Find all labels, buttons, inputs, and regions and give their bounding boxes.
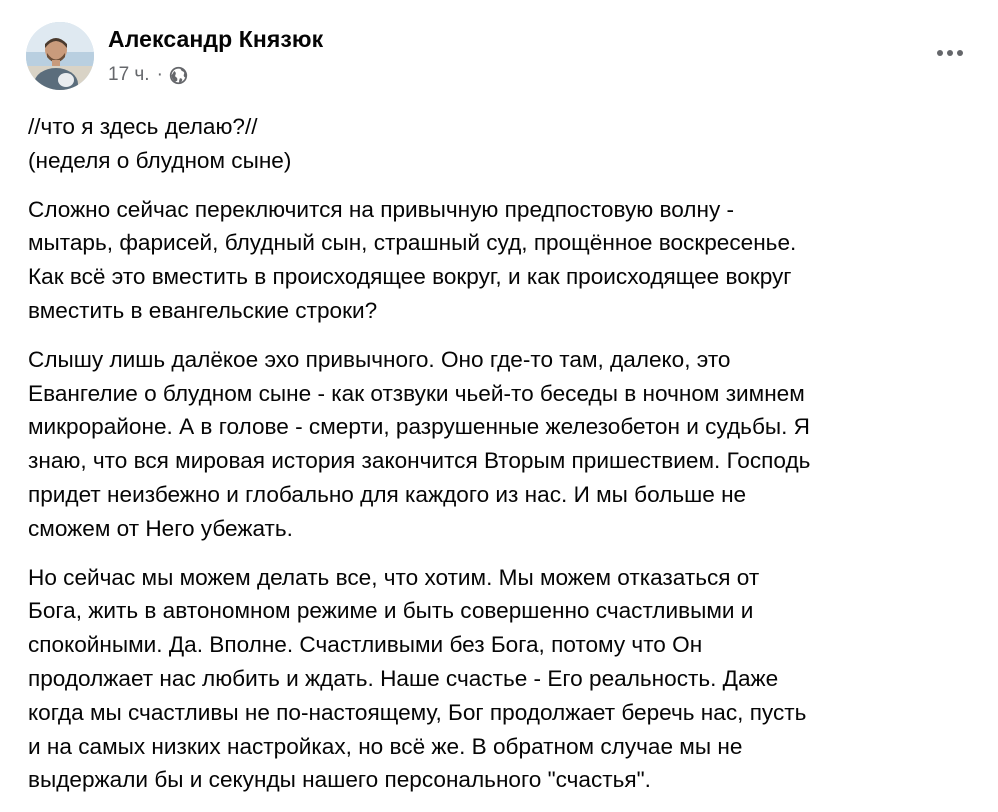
post-timestamp[interactable]: 17 ч. bbox=[108, 64, 150, 85]
post-text bbox=[28, 110, 974, 812]
avatar-photo bbox=[26, 22, 94, 90]
post-paragraph: Но сейчас мы можем делать все, что хотим. Мы можем отказаться от Бога, жить в автономном режиме и быть совершенно счастливыми и спокойными. Да. Вполне. Счастливыми без Бога, потому что Он продолжает нас любить и ждать. Наше счастье - Его реальность. Даже когда мы счастливы не по-настоящему, Бог продолжает беречь нас, пусть и на самых низких настройках, но всё же. В обратном случае мы не выдержали бы и секунды нашего персонального "счастья". bbox=[28, 564, 807, 793]
post-header bbox=[26, 22, 972, 92]
more-options-icon[interactable] bbox=[930, 38, 970, 68]
more-dot bbox=[957, 50, 963, 56]
author-avatar[interactable] bbox=[26, 22, 94, 90]
post-paragraph: //что я здесь делаю?// (неделя о блудном сыне) bbox=[28, 114, 292, 173]
meta-separator: · bbox=[156, 64, 163, 85]
post-paragraph: Сложно сейчас переключится на привычную предпостовую волну - мытарь, фарисей, блудный сын, страшный суд, прощённое воскресенье. Как всё это вместить в происходящее вокруг, и как происходящее вокруг вместить в евангельские строки? bbox=[28, 196, 797, 323]
globe-icon[interactable] bbox=[169, 66, 188, 85]
post-meta bbox=[108, 64, 188, 86]
author-name[interactable]: Александр Князюк bbox=[108, 26, 324, 52]
more-dot bbox=[947, 50, 953, 56]
post-paragraph: Слышу лишь далёкое эхо привычного. Оно где-то там, далеко, это Евангелие о блудном сыне - как отзвуки чьей-то беседы в ночном зимнем микрорайоне. А в голове - смерти, разрушенные железобетон и судьбы. Я знаю, что вся мировая история закончится Вторым пришествием. Господь придет неизбежно и глобально для каждого из нас. И мы больше не сможем от Него убежать. bbox=[28, 346, 811, 541]
more-dot bbox=[937, 50, 943, 56]
